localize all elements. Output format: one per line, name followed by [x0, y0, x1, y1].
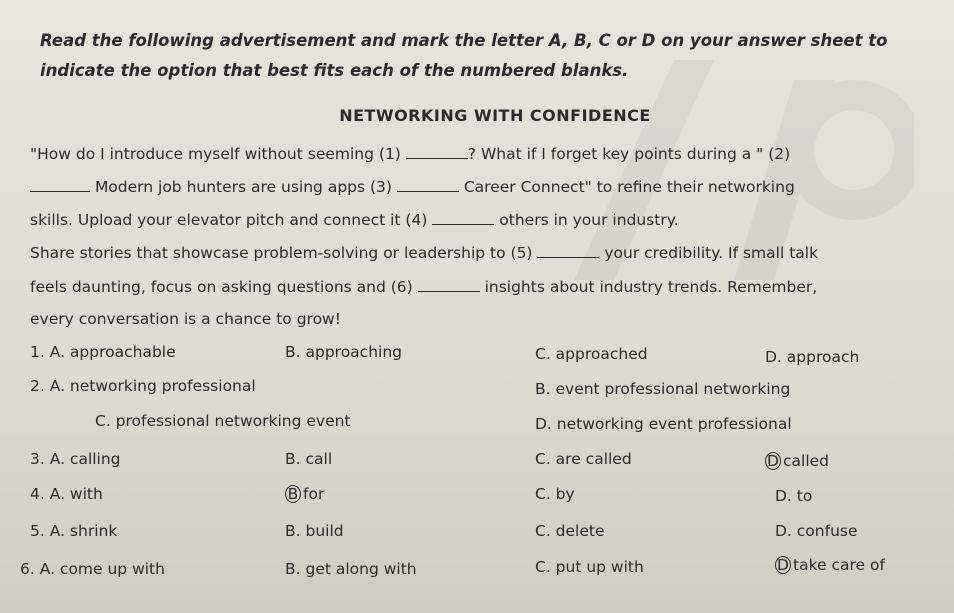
- instruction-text: Read the following advertisement and mark the letter A, B, C or D on your answer sheet to indicate the option that best fits each of the numbered blanks.: [40, 31, 888, 80]
- question-3: [30, 450, 121, 468]
- option-c[interactable]: C. by: [535, 485, 575, 503]
- passage-title: NETWORKING WITH CONFIDENCE: [339, 106, 651, 125]
- passage-line-4: [30, 243, 818, 262]
- option-a[interactable]: A. come up with: [39, 560, 165, 578]
- option-b[interactable]: B. build: [285, 522, 344, 540]
- passage-text: your credibility. If small talk: [604, 244, 819, 262]
- passage-text: ? What if I forget key points during a " (2): [467, 145, 791, 163]
- question-number: 5.: [30, 522, 45, 540]
- circled-answer-mark: D: [775, 556, 791, 574]
- option-d[interactable]: D. networking event professional: [535, 415, 792, 433]
- option-b[interactable]: B. approaching: [285, 343, 402, 361]
- option-d: take care of: [793, 556, 885, 574]
- blank-1: [406, 144, 468, 159]
- option-d-circled[interactable]: [775, 556, 885, 574]
- passage-text: skills. Upload your elevator pitch and connect it (4): [30, 211, 428, 229]
- passage-text: insights about industry trends. Remember,: [484, 278, 818, 296]
- question-number: 3.: [30, 450, 45, 468]
- option-b: for: [303, 485, 325, 503]
- passage-line-2: [30, 177, 795, 196]
- option-a[interactable]: A. networking professional: [49, 377, 256, 395]
- passage-text: Career Connect" to refine their networking: [463, 178, 795, 196]
- circled-answer-mark: B: [285, 485, 301, 503]
- option-b[interactable]: B. call: [285, 450, 333, 468]
- option-a[interactable]: A. approachable: [49, 343, 176, 361]
- question-1: [30, 343, 176, 361]
- circled-answer-mark: D: [765, 452, 781, 470]
- passage-text: "How do I introduce myself without seeming (1): [30, 145, 401, 163]
- blank-5: [537, 243, 599, 258]
- option-b-circled[interactable]: [285, 485, 324, 503]
- passage-text: Modern job hunters are using apps (3): [94, 178, 392, 196]
- option-a[interactable]: A. shrink: [49, 522, 118, 540]
- option-c[interactable]: C. delete: [535, 522, 605, 540]
- option-c[interactable]: C. are called: [535, 450, 632, 468]
- passage-line-3: [30, 210, 679, 229]
- question-number: 4.: [30, 485, 45, 503]
- option-d[interactable]: D. confuse: [775, 522, 858, 540]
- question-5: [30, 522, 117, 540]
- option-d: called: [783, 452, 830, 470]
- question-number: 2.: [30, 377, 45, 395]
- option-a[interactable]: A. with: [49, 485, 103, 503]
- blank-4: [432, 210, 494, 225]
- blank-6: [418, 277, 480, 292]
- blank-2: [30, 177, 90, 192]
- option-d[interactable]: D. to: [775, 487, 813, 505]
- passage-text: others in your industry.: [499, 211, 679, 229]
- passage-line-1: [30, 144, 790, 163]
- option-c[interactable]: C. put up with: [535, 558, 644, 576]
- question-2: [30, 377, 256, 395]
- question-number: 1.: [30, 343, 45, 361]
- question-6: [20, 560, 165, 578]
- passage-text: feels daunting, focus on asking questions and (6): [30, 278, 413, 296]
- question-number: 6.: [20, 560, 35, 578]
- option-c[interactable]: C. approached: [535, 345, 648, 363]
- passage-text: Share stories that showcase problem-solving or leadership to (5): [30, 244, 533, 262]
- blank-3: [397, 177, 459, 192]
- option-a[interactable]: A. calling: [49, 450, 121, 468]
- question-4: [30, 485, 103, 503]
- option-b[interactable]: B. get along with: [285, 560, 417, 578]
- option-b[interactable]: B. event professional networking: [535, 380, 791, 398]
- option-d-circled[interactable]: [765, 452, 829, 470]
- passage-line-5: [30, 277, 817, 296]
- passage-line-6: every conversation is a chance to grow!: [30, 310, 341, 328]
- option-d[interactable]: D. approach: [765, 348, 860, 366]
- option-c[interactable]: C. professional networking event: [95, 412, 351, 430]
